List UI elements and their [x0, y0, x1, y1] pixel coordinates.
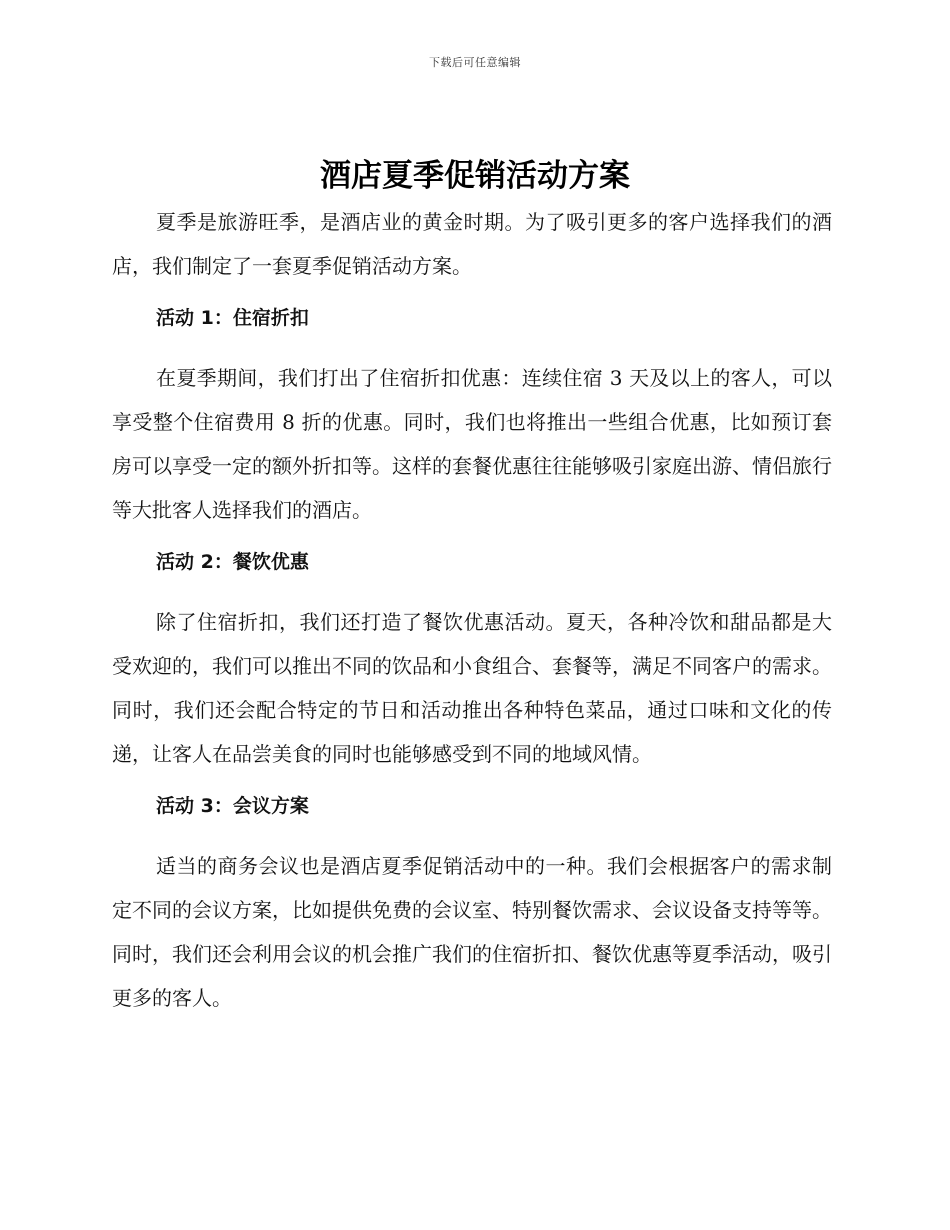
section-paragraph: 除了住宿折扣，我们还打造了餐饮优惠活动。夏天，各种冷饮和甜品都是大受欢迎的，我们可以推出不同的饮品和小食组合、套餐等，满足不同客户的需求。同时，我们还会配合特定的节日和活动推出各种特色菜品，通过口味和文化的传递，让客人在品尝美食的同时也能够感受到不同的地域风情。 [112, 610, 832, 766]
section-meeting-plan [112, 784, 832, 1020]
section-dining-offer [112, 540, 832, 776]
section-heading: 活动 3：会议方案 [156, 795, 309, 817]
section-heading: 活动 2：餐饮优惠 [156, 551, 309, 573]
section-paragraph: 适当的商务会议也是酒店夏季促销活动中的一种。我们会根据客户的需求制定不同的会议方案，比如提供免费的会议室、特别餐饮需求、会议设备支持等等。同时，我们还会利用会议的机会推广我们的住宿折扣、餐饮优惠等夏季活动，吸引更多的客人。 [112, 854, 832, 1010]
section-accommodation-discount [112, 296, 832, 532]
section-paragraph: 在夏季期间，我们打出了住宿折扣优惠：连续住宿 3 天及以上的客人，可以享受整个住宿费用 8 折的优惠。同时，我们也将推出一些组合优惠，比如预订套房可以享受一定的额外折扣等。这样的套餐优惠往往能够吸引家庭出游、情侣旅行等大批客人选择我们的酒店。 [112, 366, 832, 522]
page-header-note: 下载后可任意编辑 [429, 56, 521, 69]
document-body [112, 200, 832, 1020]
section-heading: 活动 1：住宿折扣 [156, 307, 309, 329]
intro-paragraph: 夏季是旅游旺季，是酒店业的黄金时期。为了吸引更多的客户选择我们的酒店，我们制定了一套夏季促销活动方案。 [112, 210, 832, 278]
document-title: 酒店夏季促销活动方案 [320, 158, 630, 194]
